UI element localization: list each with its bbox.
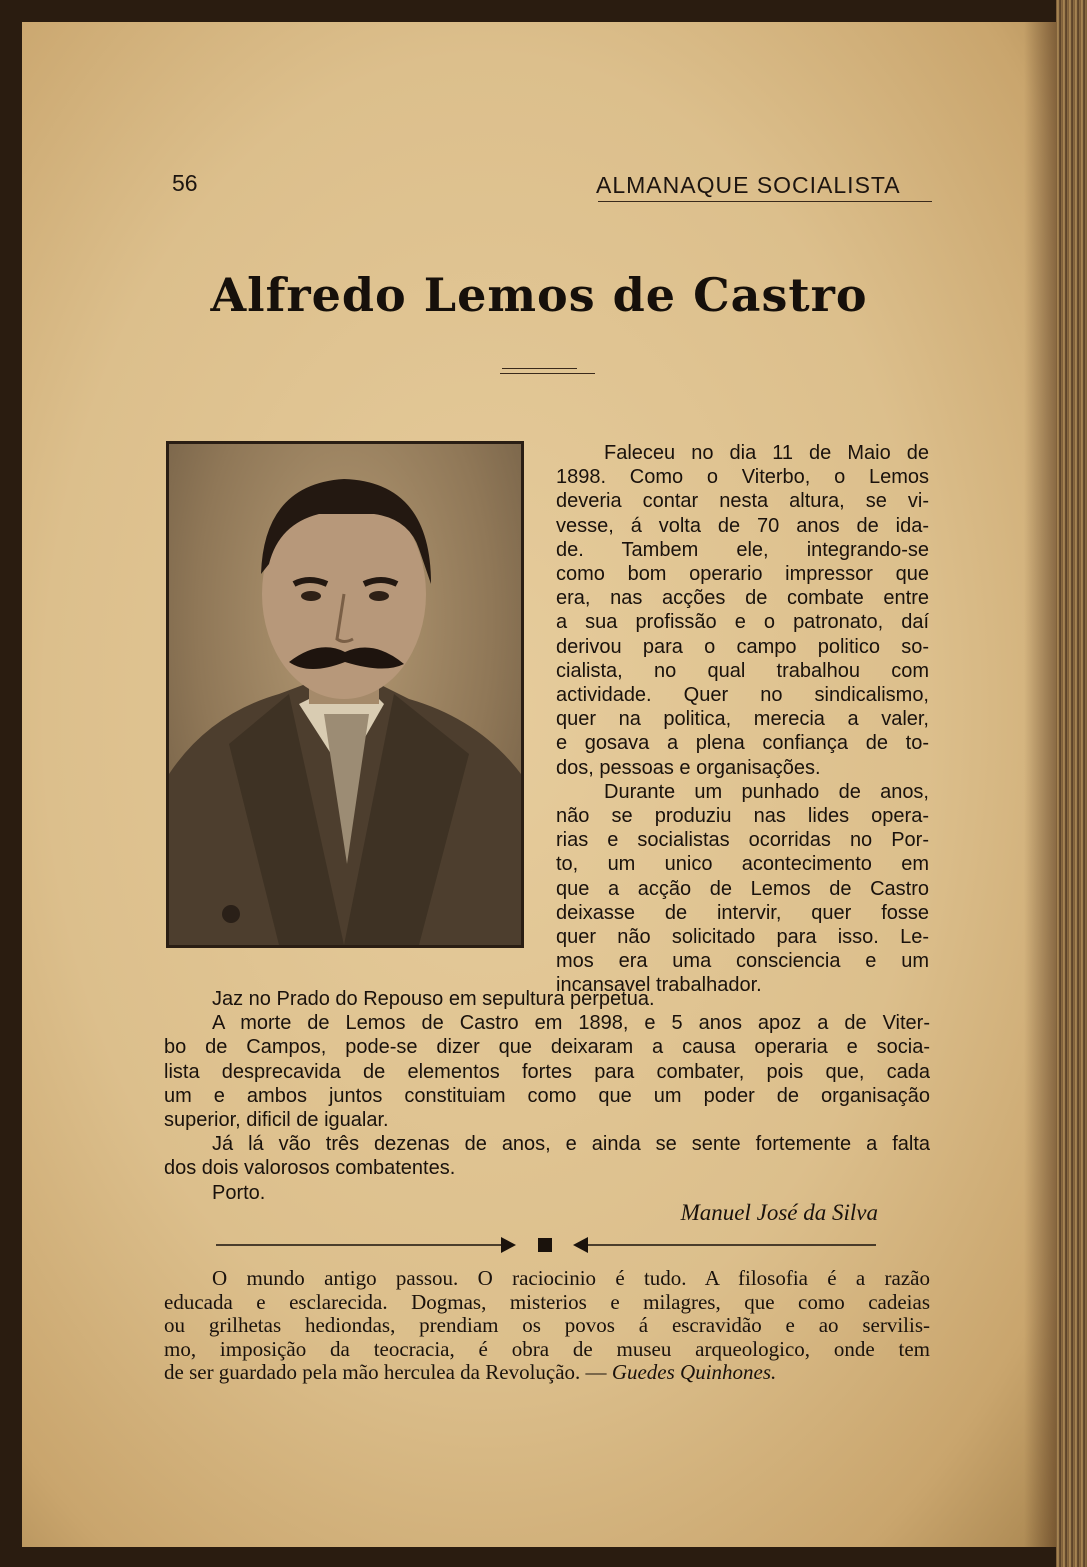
closing-quote — [164, 1267, 930, 1385]
article-line: to, um unico acontecimento em — [556, 853, 929, 876]
article-line: superior, dificil de igualar. — [164, 1109, 389, 1132]
article-line: rias e socialistas ocorridas no Por- — [556, 829, 929, 852]
page-shadow — [1024, 22, 1056, 1547]
title-rule — [502, 368, 577, 369]
article-line: derivou para o campo politico so- — [556, 635, 929, 658]
running-title: ALMANAQUE SOCIALISTA — [596, 172, 901, 198]
article-line: que a acção de Lemos de Castro — [556, 877, 929, 900]
square-icon — [538, 1238, 552, 1252]
article-line: A morte de Lemos de Castro em 1898, e 5 anos apoz a de Viter- — [212, 1012, 930, 1035]
article-line: bo de Campos, pode-se dizer que deixaram a causa operaria e socia- — [164, 1036, 930, 1059]
arrow-right-icon — [501, 1237, 516, 1253]
header-rule — [598, 201, 932, 202]
article-line: vesse, á volta de 70 anos de ida- — [556, 514, 929, 537]
article-line: a sua profissão e o patronato, daí — [556, 611, 929, 634]
article-line: incansavel trabalhador. — [556, 974, 762, 997]
portrait-illustration — [169, 444, 521, 945]
page-number: 56 — [172, 170, 198, 196]
arrow-left-icon — [573, 1237, 588, 1253]
article-line: era, nas acções de combate entre — [556, 587, 929, 610]
quote-line: de ser guardado pela mão herculea da Revolução. — — [164, 1360, 607, 1385]
article-line: cialista, no qual trabalhou com — [556, 659, 929, 682]
article-line: Porto. — [212, 1181, 266, 1204]
article-line: Faleceu no dia 11 de Maio de — [604, 442, 929, 464]
portrait-photo — [166, 441, 524, 948]
book-page — [22, 22, 1056, 1547]
article-line: Jaz no Prado do Repouso em sepultura perpetua. — [212, 988, 655, 1010]
article-line: dos dois valorosos combatentes. — [164, 1157, 456, 1180]
article-line: deixasse de intervir, quer fosse — [556, 901, 929, 924]
article-line: um e ambos juntos constituiam como que um poder de organisação — [164, 1084, 930, 1107]
title-rule-lower — [500, 373, 595, 374]
article-line: dos, pessoas e organisações. — [556, 756, 821, 779]
article-line: e gosava a plena confiança de to- — [556, 732, 929, 755]
author-signature: Manuel José da Silva — [680, 1200, 878, 1225]
article-line: Já lá vão três dezenas de anos, e ainda se sente fortemente a falta — [212, 1133, 930, 1156]
article-right-column — [556, 441, 929, 998]
section-divider — [216, 1234, 876, 1256]
article-line: quer não solicitado para isso. Le- — [556, 926, 929, 949]
quote-line: mo, imposição da teocracia, é obra de museu arqueologico, onde tem — [164, 1336, 930, 1361]
article-line: Durante um punhado de anos, — [604, 780, 929, 803]
article-line: como bom operario impressor que — [556, 563, 929, 586]
quote-author: Guedes Quinhones. — [611, 1360, 777, 1385]
quote-last-line — [164, 1361, 930, 1385]
article-title: Alfredo Lemos de Castro — [210, 268, 868, 322]
article-line: quer na politica, merecia a valer, — [556, 708, 929, 731]
article-line: não se produziu nas lides opera- — [556, 805, 929, 828]
quote-line: ou grilhetas hediondas, prendiam os povos á escravidão e ao servilis- — [164, 1313, 930, 1338]
article-line: deveria contar nesta altura, se vi- — [556, 490, 929, 513]
article-line: mos era uma consciencia e um — [556, 950, 929, 973]
quote-line: O mundo antigo passou. O raciocinio é tudo. A filosofia é a razão — [212, 1266, 930, 1290]
article-line: 1898. Como o Viterbo, o Lemos — [556, 466, 929, 489]
article-line: lista desprecavida de elementos fortes para combater, pois que, cada — [164, 1060, 930, 1083]
quote-line: educada e esclarecida. Dogmas, misterios e milagres, que como cadeias — [164, 1289, 930, 1314]
article-line: actividade. Quer no sindicalismo, — [556, 684, 929, 707]
article-body — [164, 987, 930, 1205]
book-page-stack — [1056, 0, 1087, 1567]
article-line: de. Tambem ele, integrando-se — [556, 538, 929, 561]
